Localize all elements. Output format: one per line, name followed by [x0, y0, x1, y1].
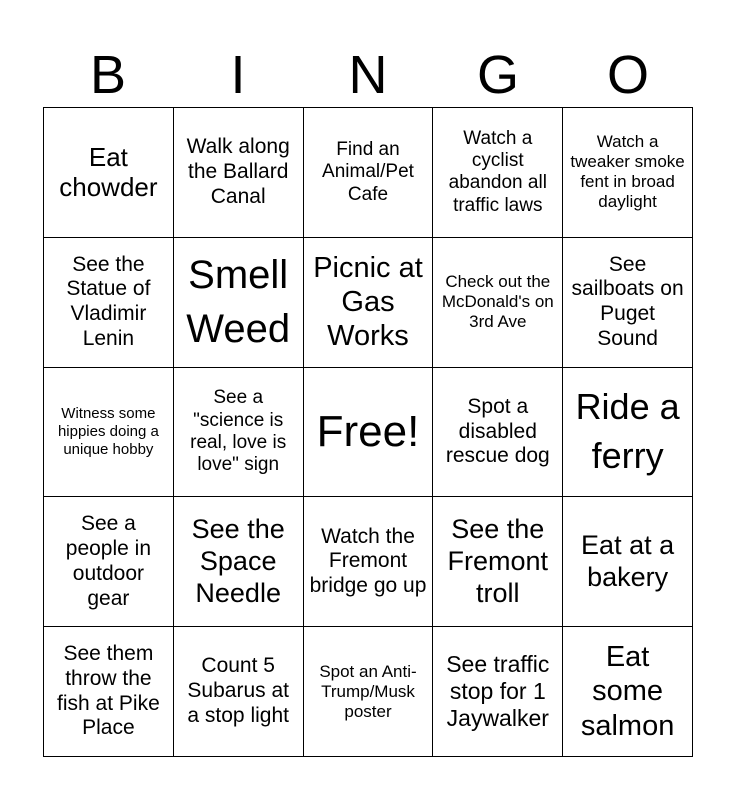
header-letter-g: G — [476, 45, 519, 105]
bingo-cell[interactable]: See the Space Needle — [174, 497, 304, 627]
bingo-card — [43, 107, 693, 757]
bingo-cell[interactable]: Picnic at Gas Works — [304, 238, 434, 368]
bingo-cell[interactable]: Eat some salmon — [563, 627, 693, 757]
bingo-cell[interactable]: See the Statue of Vladimir Lenin — [44, 238, 174, 368]
header-letter-o: O — [606, 45, 649, 105]
bingo-cell[interactable]: See traffic stop for 1 Jaywalker — [433, 627, 563, 757]
bingo-cell[interactable]: Smell Weed — [174, 238, 304, 368]
bingo-cell[interactable]: Witness some hippies doing a unique hobby — [44, 368, 174, 498]
bingo-cell[interactable]: Spot a disabled rescue dog — [433, 368, 563, 498]
bingo-cell[interactable]: Ride a ferry — [563, 368, 693, 498]
bingo-cell[interactable]: Check out the McDonald's on 3rd Ave — [433, 238, 563, 368]
bingo-cell[interactable]: Watch the Fremont bridge go up — [304, 497, 434, 627]
header-letter-i: I — [230, 45, 246, 105]
bingo-cell[interactable]: Walk along the Ballard Canal — [174, 108, 304, 238]
bingo-cell[interactable]: See a people in outdoor gear — [44, 497, 174, 627]
bingo-cell[interactable]: See sailboats on Puget Sound — [563, 238, 693, 368]
bingo-cell[interactable]: Count 5 Subarus at a stop light — [174, 627, 304, 757]
free-space[interactable]: Free! — [304, 368, 434, 498]
bingo-header — [43, 44, 693, 106]
bingo-cell[interactable]: Spot an Anti-Trump/Musk poster — [304, 627, 434, 757]
bingo-cell[interactable]: Find an Animal/Pet Cafe — [304, 108, 434, 238]
bingo-cell[interactable]: See the Fremont troll — [433, 497, 563, 627]
bingo-cell[interactable]: Watch a cyclist abandon all traffic laws — [433, 108, 563, 238]
header-letter-n: N — [348, 45, 388, 105]
bingo-cell[interactable]: Eat chowder — [44, 108, 174, 238]
bingo-cell[interactable]: See a "science is real, love is love" sign — [174, 368, 304, 498]
bingo-cell[interactable]: See them throw the fish at Pike Place — [44, 627, 174, 757]
bingo-cell[interactable]: Eat at a bakery — [563, 497, 693, 627]
bingo-cell[interactable]: Watch a tweaker smoke fent in broad daylight — [563, 108, 693, 238]
header-letter-b: B — [89, 45, 127, 105]
